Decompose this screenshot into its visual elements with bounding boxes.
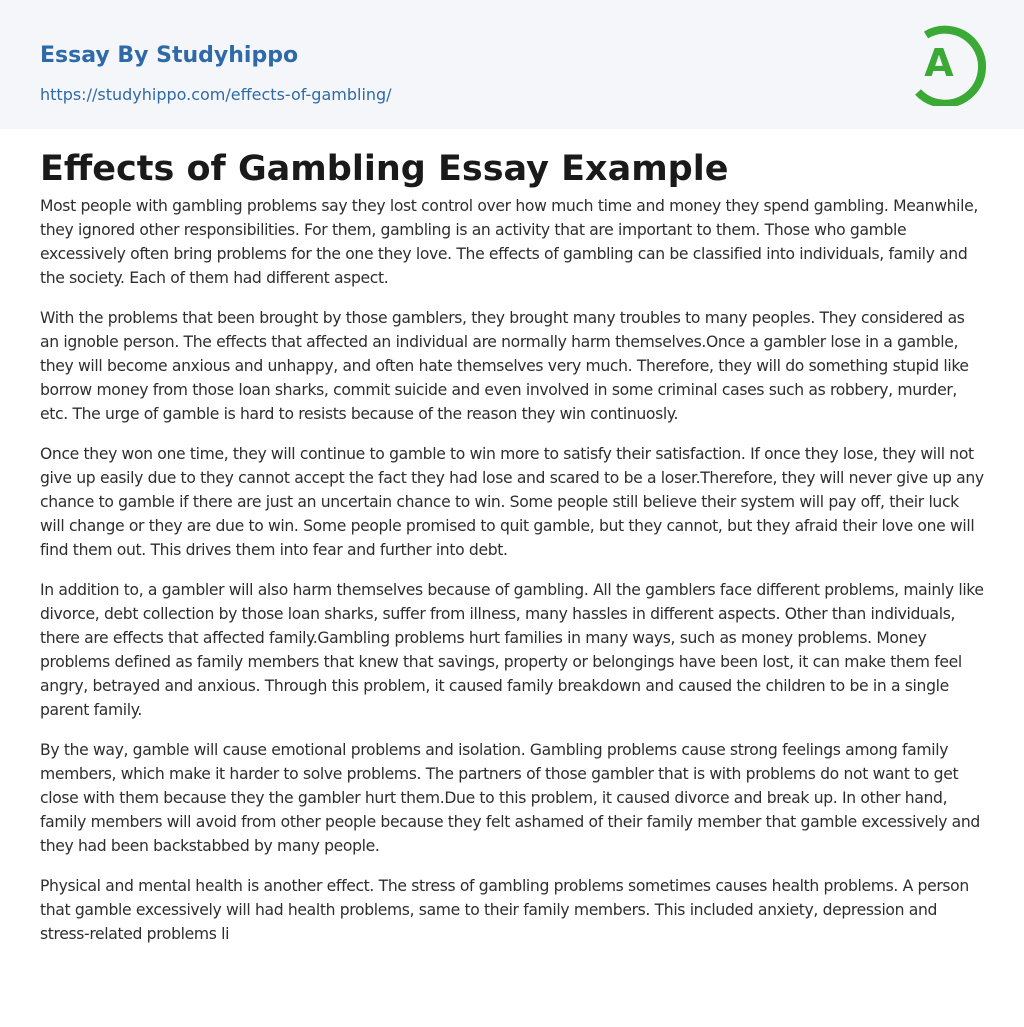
studyhippo-logo-icon[interactable] — [908, 20, 988, 106]
essay-paragraph: Once they won one time, they will continue to gamble to win more to satisfy their satisfaction. If once they lose, they will not give up easily due to they cannot accept the fact they had lose and scared to be a loser.Therefore, they will never give up any chance to gamble if there are just an uncertain chance to win. Some people still believe their system will pay off, their luck will change or they are due to win. Some people promised to quit gamble, but they cannot, but they afraid their love one will find them out. This drives them into fear and further into debt. — [40, 445, 984, 559]
essay-paragraph: With the problems that been brought by those gamblers, they brought many troubles to many peoples. They considered as an ignoble person. The effects that affected an individual are normally harm themselves.Once a gambler lose in a gamble, they will become anxious and unhappy, and often hate themselves very much. Therefore, they will do something stupid like borrow money from those loan sharks, commit suicide and even involved in some criminal cases such as robbery, murder, etc. The urge of gamble is hard to resists because of the reason they win continuosly. — [40, 309, 969, 423]
essay-paragraph: By the way, gamble will cause emotional problems and isolation. Gambling problems cause strong feelings among family members, which make it harder to solve problems. The partners of those gambler that is with problems do not want to get close with them because they the gambler hurt them.Due to this problem, it caused divorce and break up. In other hand, family members will avoid from other people because they felt ashamed of their family member that gamble excessively and they had been backstabbed by many people. — [40, 741, 980, 855]
page-title: Effects of Gambling Essay Example — [40, 149, 729, 189]
logo-letter: A — [924, 41, 954, 85]
essay-paragraph: In addition to, a gambler will also harm themselves because of gambling. All the gamblers face different problems, mainly like divorce, debt collection by those loan sharks, suffer from illness, many hassles in different aspects. Other than individuals, there are effects that affected family.Gambling problems hurt families in many ways, such as money problems. Money problems defined as family members that knew that savings, property or belongings have been lost, it can make them feel angry, betrayed and anxious. Through this problem, it caused family breakdown and caused the children to be in a single parent family. — [40, 581, 984, 719]
essay-paragraph: Physical and mental health is another effect. The stress of gambling problems sometimes causes health problems. A person that gamble excessively will had health problems, same to their family members. This included anxiety, depression and stress-related problems li — [40, 877, 969, 943]
essay-paragraph: Most people with gambling problems say they lost control over how much time and money they spend gambling. Meanwhile, they ignored other responsibilities. For them, gambling is an activity that are important to them. Those who gamble excessively often bring problems for the one they love. The effects of gambling can be classified into individuals, family and the society. Each of them had different aspect. — [40, 197, 978, 287]
source-url-link[interactable]: https://studyhippo.com/effects-of-gambling/ — [40, 85, 392, 104]
essay-body — [40, 194, 986, 962]
site-title[interactable]: Essay By Studyhippo — [40, 43, 299, 68]
